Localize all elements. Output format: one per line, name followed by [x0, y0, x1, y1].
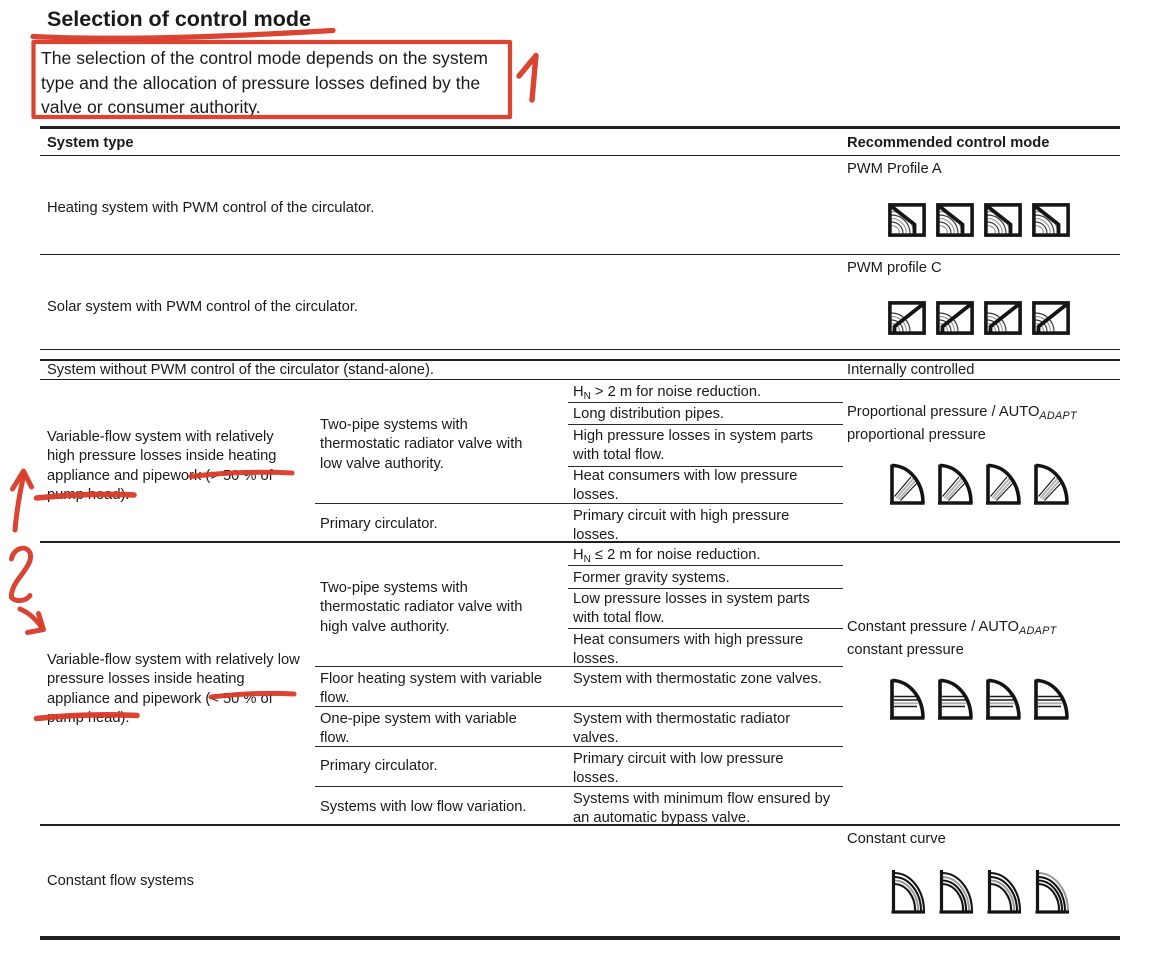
- system-type-cell: Variable-flow system with relatively low pressure losses inside heating appliance and pipework (< 50 % of pump head).: [47, 652, 300, 726]
- annotation-number-1: [519, 56, 536, 101]
- condition-cell: Long distribution pipes.: [573, 406, 725, 422]
- system-type-cell: System without PWM control of the circulator (stand-alone).: [47, 362, 434, 378]
- intro-paragraph: The selection of the control mode depends on the system type and the allocation of pressure losses defined by the valve or consumer authority.: [41, 48, 488, 117]
- column-header-system-type: System type: [47, 135, 134, 151]
- system-type-cell: Variable-flow system with relatively high pressure losses inside heating appliance and pipework (> 50 % of pump head).: [47, 429, 277, 503]
- control-mode-label: Internally controlled: [847, 362, 975, 378]
- pwm-profile-c-icon: [888, 301, 926, 335]
- control-mode-icons: [888, 301, 1070, 335]
- autoadapt-subscript: ADAPT: [1039, 410, 1077, 422]
- constant-curve-icon: [1034, 868, 1070, 915]
- hn-symbol: H: [573, 384, 584, 400]
- constant-curve-icon: [890, 868, 926, 915]
- control-mode-label: [847, 403, 1147, 446]
- annotation-number-2: [11, 548, 30, 600]
- mode-text-line2: constant pressure: [847, 642, 964, 659]
- condition-cell: [573, 546, 831, 569]
- column-header-control-mode: Recommended control mode: [847, 135, 1050, 151]
- pwm-profile-c-icon: [936, 301, 974, 335]
- table-bottom-rule: [40, 936, 1120, 940]
- condition-cell: Heat consumers with low pressure losses.: [573, 468, 798, 504]
- subsystem-cell: Two-pipe systems with thermostatic radiator valve with high valve authority.: [320, 580, 523, 635]
- condition-cell: [573, 383, 831, 406]
- constant-pressure-icon: [984, 677, 1022, 721]
- condition-cell: Heat consumers with high pressure losses.: [573, 632, 804, 668]
- constant-curve-icon: [986, 868, 1022, 915]
- control-mode-label: [847, 618, 1147, 661]
- proportional-pressure-icon: [1032, 462, 1070, 506]
- condition-text: ≤ 2 m for noise reduction.: [590, 547, 761, 563]
- pwm-profile-a-icon: [936, 203, 974, 237]
- condition-cell: System with thermostatic radiator valves.: [573, 711, 791, 747]
- autoadapt-subscript: ADAPT: [1018, 625, 1057, 637]
- condition-cell: Systems with minimum flow ensured by an automatic bypass valve.: [573, 791, 831, 827]
- subsystem-cell: One-pipe system with variable flow.: [320, 711, 517, 747]
- mode-text: Constant pressure / AUTO: [847, 619, 1019, 635]
- pwm-profile-a-icon: [984, 203, 1022, 237]
- condition-text: > 2 m for noise reduction.: [590, 384, 762, 400]
- subsystem-cell: Primary circulator.: [320, 516, 438, 532]
- control-mode-icons: [888, 462, 1070, 506]
- pwm-profile-a-icon: [1032, 203, 1070, 237]
- subsystem-cell: Floor heating system with variable flow.: [320, 671, 543, 707]
- hn-symbol: H: [573, 547, 584, 563]
- proportional-pressure-icon: [888, 462, 926, 506]
- mode-text-line2: proportional pressure: [847, 427, 986, 444]
- annotation-arrow-up-head: [13, 471, 32, 489]
- constant-curve-icon: [938, 868, 974, 915]
- condition-cell: Primary circuit with low pressure losses.: [573, 751, 784, 787]
- subsystem-cell: Systems with low flow variation.: [320, 799, 527, 815]
- proportional-pressure-icon: [936, 462, 974, 506]
- control-mode-label: PWM Profile A: [847, 161, 942, 177]
- condition-cell: High pressure losses in system parts with total flow.: [573, 428, 813, 464]
- row-rule: [40, 254, 1120, 256]
- condition-cell: Primary circuit with high pressure losses.: [573, 508, 790, 544]
- control-mode-label: PWM profile C: [847, 260, 942, 276]
- control-mode-icons: [888, 677, 1070, 721]
- annotation-arrow-down-right: [20, 609, 42, 627]
- page-title: Selection of control mode: [47, 7, 311, 31]
- system-type-cell: Constant flow systems: [47, 873, 194, 889]
- row-rule: [40, 349, 1120, 351]
- constant-pressure-icon: [936, 677, 974, 721]
- system-type-cell: Heating system with PWM control of the circulator.: [47, 200, 375, 216]
- hn-subscript: N: [583, 391, 591, 402]
- table-top-rule: [40, 126, 1120, 129]
- condition-cell: System with thermostatic zone valves.: [573, 671, 822, 687]
- constant-pressure-icon: [1032, 677, 1070, 721]
- control-mode-icons: [888, 203, 1070, 237]
- subsystem-cell: Two-pipe systems with thermostatic radiator valve with low valve authority.: [320, 417, 523, 472]
- hn-subscript: N: [583, 554, 591, 565]
- pwm-profile-c-icon: [1032, 301, 1070, 335]
- control-mode-icons: [890, 868, 1070, 915]
- mode-text: Proportional pressure / AUTO: [847, 404, 1040, 420]
- system-type-cell: Solar system with PWM control of the circulator.: [47, 299, 358, 315]
- header-rule: [40, 155, 1120, 157]
- pwm-profile-c-icon: [984, 301, 1022, 335]
- annotation-arrow-down-right-head: [28, 614, 44, 633]
- control-mode-label: Constant curve: [847, 831, 946, 847]
- pwm-profile-a-icon: [888, 203, 926, 237]
- constant-pressure-icon: [888, 677, 926, 721]
- proportional-pressure-icon: [984, 462, 1022, 506]
- subsystem-cell: Primary circulator.: [320, 758, 438, 774]
- condition-cell: Low pressure losses in system parts with total flow.: [573, 591, 810, 627]
- condition-cell: Former gravity systems.: [573, 570, 730, 586]
- annotation-arrow-up: [15, 476, 24, 530]
